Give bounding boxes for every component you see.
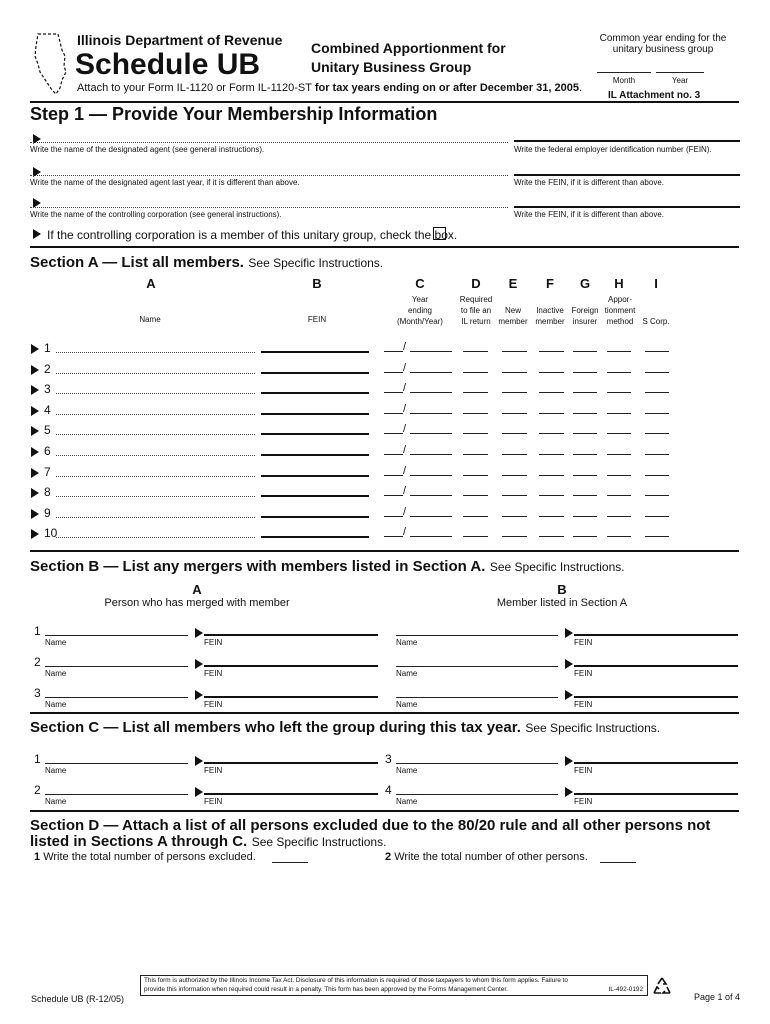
attach-period: . (578, 82, 582, 94)
col-h-letter: H (614, 276, 624, 291)
col-i-header: S Corp. (642, 317, 670, 326)
member-name-field[interactable] (56, 517, 255, 518)
member-row-number: 8 (44, 485, 51, 499)
member-year-month-field[interactable] (384, 372, 403, 373)
foreign-insurer-field[interactable] (573, 495, 597, 496)
col-d-letter: D (471, 276, 481, 291)
year-slash: / (403, 526, 407, 538)
s-corp-field[interactable] (645, 475, 669, 476)
member-year-month-field[interactable] (384, 433, 403, 434)
member-fein-field[interactable] (261, 475, 369, 477)
s-corp-field[interactable] (645, 454, 669, 455)
merger-row-number: 3 (34, 686, 41, 700)
form-id: Schedule UB (R-12/05) (31, 994, 125, 1004)
member-year-month-field[interactable] (384, 495, 403, 496)
new-member-field[interactable] (502, 475, 527, 476)
col-e-line: member (498, 317, 528, 326)
col-h-line: Appor- (607, 295, 632, 304)
fein-label: FEIN (204, 638, 223, 647)
arrow-marker-icon (31, 344, 39, 354)
member-year-month-field[interactable] (384, 454, 403, 455)
new-member-field[interactable] (502, 454, 527, 455)
arrow-marker-icon (195, 756, 203, 766)
agency-name: Illinois Department of Revenue (77, 32, 283, 48)
legal-notice-line1: This form is authorized by the Illinois Income Tax Act. Disclosure of this information is required of those taxpayers to whom this form applies. Failure to (144, 977, 568, 984)
departed-row-number: 4 (385, 783, 392, 797)
col-f-header (532, 305, 568, 327)
arrow-marker-icon (31, 529, 39, 539)
inactive-member-field[interactable] (539, 372, 564, 373)
col-b-header: FEIN (307, 315, 327, 324)
departed-member-name-field[interactable] (396, 763, 558, 764)
required-to-file-field[interactable] (463, 454, 488, 455)
member-year-year-field[interactable] (410, 351, 452, 352)
member-row-number: 4 (44, 403, 51, 417)
section-a-divider (30, 246, 739, 248)
section-b-col-b-letter: B (557, 582, 567, 597)
member-year-month-field[interactable] (384, 351, 403, 352)
fein-label: FEIN (574, 700, 593, 709)
merged-person-name-field[interactable] (45, 666, 188, 667)
member-name-field[interactable] (56, 414, 255, 415)
name-label: Name (45, 638, 67, 647)
member-name-field[interactable] (56, 434, 255, 435)
year-slash: / (403, 444, 407, 456)
member-fein-field[interactable] (574, 665, 738, 667)
arrow-marker-icon (565, 756, 573, 766)
new-member-field[interactable] (502, 495, 527, 496)
member-fein-field[interactable] (261, 433, 369, 435)
apportionment-method-field[interactable] (607, 516, 631, 517)
apportionment-method-field[interactable] (607, 536, 631, 537)
col-d-header (451, 294, 501, 327)
section-d-item2 (385, 851, 588, 863)
month-field[interactable] (597, 72, 651, 73)
foreign-insurer-field[interactable] (573, 351, 597, 352)
designated-agent-fein-label: Write the federal employer identification number (FEIN). (514, 145, 712, 154)
merged-person-fein-field[interactable] (204, 696, 378, 698)
arrow-marker-icon (565, 659, 573, 669)
member-name-field[interactable] (56, 373, 255, 374)
form-subtitle-line2: Unitary Business Group (311, 59, 472, 75)
member-row-number: 3 (44, 382, 51, 396)
attach-instruction (77, 82, 582, 94)
apportionment-method-field[interactable] (607, 495, 631, 496)
arrow-marker-icon (195, 787, 203, 797)
previous-agent-fein-label: Write the FEIN, if it is different than above. (514, 178, 664, 187)
inactive-member-field[interactable] (539, 351, 564, 352)
controlling-corp-checkbox-label: If the controlling corporation is a member of this unitary group, check the box. (47, 228, 458, 242)
required-to-file-field[interactable] (463, 536, 488, 537)
col-c-header (390, 294, 450, 327)
s-corp-field[interactable] (645, 536, 669, 537)
attach-suffix: for tax years ending on or after December 31, 2005 (314, 82, 579, 94)
apportionment-method-field[interactable] (607, 392, 631, 393)
year-end-line2: unitary business group (612, 44, 714, 55)
departed-member-fein-field[interactable] (204, 762, 378, 764)
member-year-month-field[interactable] (384, 392, 403, 393)
header-divider (30, 101, 739, 103)
member-year-year-field[interactable] (410, 372, 452, 373)
foreign-insurer-field[interactable] (573, 433, 597, 434)
apportionment-method-field[interactable] (607, 351, 631, 352)
inactive-member-field[interactable] (539, 475, 564, 476)
excluded-persons-count-field[interactable] (272, 862, 308, 863)
s-corp-field[interactable] (645, 516, 669, 517)
arrow-marker-icon (195, 659, 203, 669)
fein-label: FEIN (574, 638, 593, 647)
year-slash: / (403, 382, 407, 394)
illinois-state-outline-icon (32, 32, 70, 96)
name-label: Name (396, 700, 418, 709)
form-title: Schedule UB (75, 48, 261, 81)
name-label: Name (396, 797, 418, 806)
required-to-file-field[interactable] (463, 495, 488, 496)
col-f-letter: F (546, 276, 554, 291)
member-fein-field[interactable] (261, 495, 369, 497)
member-fein-field[interactable] (574, 634, 738, 636)
legal-notice-box (140, 975, 648, 996)
section-d-item1 (34, 851, 256, 863)
col-e-letter: E (508, 276, 518, 291)
member-year-year-field[interactable] (410, 495, 452, 496)
year-field[interactable] (656, 72, 704, 73)
member-row-number: 10 (44, 526, 58, 540)
year-end-label (578, 33, 748, 55)
merged-person-fein-field[interactable] (204, 634, 378, 636)
fein-label: FEIN (204, 797, 223, 806)
departed-member-name-field[interactable] (396, 794, 558, 795)
section-c-title: Section C — List all members who left the group during this tax year. (30, 719, 521, 736)
section-d-title-line2: listed in Sections A through C. (30, 833, 248, 850)
year-end-line1: Common year ending for the (599, 33, 727, 44)
new-member-field[interactable] (502, 413, 527, 414)
arrow-marker-icon (31, 488, 39, 498)
departed-member-name-field[interactable] (45, 763, 188, 764)
col-a-header: Name (139, 315, 161, 324)
recycle-icon (651, 976, 673, 996)
section-b-col-b-desc: Member listed in Section A (496, 597, 628, 609)
col-c-letter: C (415, 276, 425, 291)
col-d-line: Required (459, 295, 493, 304)
year-slash: / (403, 485, 407, 497)
controlling-corp-fein-field[interactable] (514, 206, 740, 208)
inactive-member-field[interactable] (539, 536, 564, 537)
member-fein-field[interactable] (261, 372, 369, 374)
inactive-member-field[interactable] (539, 454, 564, 455)
year-slash: / (403, 403, 407, 415)
arrow-marker-icon (195, 628, 203, 638)
required-to-file-field[interactable] (463, 475, 488, 476)
required-to-file-field[interactable] (463, 372, 488, 373)
name-label: Name (45, 700, 67, 709)
apportionment-method-field[interactable] (607, 372, 631, 373)
apportionment-method-field[interactable] (607, 413, 631, 414)
s-corp-field[interactable] (645, 351, 669, 352)
arrow-marker-icon (31, 468, 39, 478)
member-year-month-field[interactable] (384, 536, 403, 537)
member-year-year-field[interactable] (410, 392, 452, 393)
month-label: Month (612, 76, 636, 85)
arrow-marker-icon (565, 690, 573, 700)
name-label: Name (396, 638, 418, 647)
designated-agent-name-label: Write the name of the designated agent (see general instructions). (30, 145, 265, 154)
attach-prefix: Attach to your Form IL-1120 or Form IL-1120-ST (77, 82, 312, 94)
inactive-member-field[interactable] (539, 392, 564, 393)
fein-label: FEIN (574, 669, 593, 678)
page-number: Page 1 of 4 (694, 992, 741, 1002)
year-slash: / (403, 506, 407, 518)
member-year-month-field[interactable] (384, 413, 403, 414)
member-name-field[interactable] (56, 537, 255, 538)
member-name-field[interactable] (56, 352, 255, 353)
member-year-year-field[interactable] (410, 536, 452, 537)
apportionment-method-field[interactable] (607, 454, 631, 455)
new-member-field[interactable] (502, 372, 527, 373)
member-row-number: 7 (44, 465, 51, 479)
fein-label: FEIN (574, 797, 593, 806)
col-e-header (495, 305, 531, 327)
other-persons-count-field[interactable] (600, 862, 636, 863)
section-d-see: See Specific Instructions. (251, 835, 387, 849)
arrow-marker-icon (31, 426, 39, 436)
previous-agent-name-field[interactable] (30, 175, 508, 176)
col-d-line: to file an (460, 306, 492, 315)
new-member-field[interactable] (502, 392, 527, 393)
merged-person-fein-field[interactable] (204, 665, 378, 667)
col-h-header (600, 294, 640, 327)
arrow-marker-icon (31, 406, 39, 416)
col-c-line: ending (407, 306, 433, 315)
col-h-line: tionment (604, 306, 636, 315)
member-year-year-field[interactable] (410, 413, 452, 414)
foreign-insurer-field[interactable] (573, 413, 597, 414)
merged-person-name-field[interactable] (45, 635, 188, 636)
col-g-header (567, 305, 603, 327)
departed-member-name-field[interactable] (45, 794, 188, 795)
departed-row-number: 3 (385, 752, 392, 766)
apportionment-method-field[interactable] (607, 475, 631, 476)
member-year-year-field[interactable] (410, 475, 452, 476)
section-a-see: See Specific Instructions. (248, 256, 384, 270)
col-g-line: insurer (572, 317, 598, 326)
member-year-month-field[interactable] (384, 516, 403, 517)
col-a-letter: A (146, 276, 156, 291)
member-row-number: 9 (44, 506, 51, 520)
fein-label: FEIN (204, 669, 223, 678)
legal-notice-line2-row (144, 986, 644, 995)
col-b-letter: B (312, 276, 322, 291)
merged-person-name-field[interactable] (45, 697, 188, 698)
designated-agent-fein-field[interactable] (514, 140, 740, 142)
designated-agent-name-field[interactable] (30, 142, 508, 143)
fein-label: FEIN (204, 700, 223, 709)
year-slash: / (403, 362, 407, 374)
foreign-insurer-field[interactable] (573, 454, 597, 455)
member-name-field[interactable] (56, 496, 255, 497)
member-fein-field[interactable] (261, 392, 369, 394)
section-d-item1-number: 1 (34, 851, 41, 863)
required-to-file-field[interactable] (463, 413, 488, 414)
section-c-divider (30, 712, 739, 714)
s-corp-field[interactable] (645, 433, 669, 434)
departed-row-number: 1 (34, 752, 41, 766)
member-fein-field[interactable] (261, 413, 369, 415)
member-row-number: 1 (44, 341, 51, 355)
foreign-insurer-field[interactable] (573, 372, 597, 373)
col-e-line: New (504, 306, 521, 315)
section-d-title-line1: Section D — Attach a list of all persons excluded due to the 80/20 rule and all other persons not (30, 817, 711, 834)
attachment-number: IL Attachment no. 3 (608, 90, 701, 101)
new-member-field[interactable] (502, 351, 527, 352)
member-name-field[interactable] (56, 476, 255, 477)
inactive-member-field[interactable] (539, 495, 564, 496)
s-corp-field[interactable] (645, 392, 669, 393)
section-d-item1-label: Write the total number of persons excluded. (43, 851, 256, 863)
col-g-letter: G (579, 276, 591, 291)
departed-row-number: 2 (34, 783, 41, 797)
foreign-insurer-field[interactable] (573, 516, 597, 517)
controlling-corp-checkbox[interactable] (433, 227, 446, 240)
new-member-field[interactable] (502, 433, 527, 434)
departed-member-fein-field[interactable] (574, 793, 738, 795)
departed-member-fein-field[interactable] (574, 762, 738, 764)
name-label: Name (396, 669, 418, 678)
member-name-field[interactable] (56, 393, 255, 394)
member-fein-field[interactable] (574, 696, 738, 698)
member-name-field[interactable] (396, 666, 558, 667)
section-d-divider (30, 810, 739, 812)
year-slash: / (403, 465, 407, 477)
section-c-heading (30, 719, 660, 737)
col-i-letter: I (654, 276, 658, 291)
section-b-heading (30, 558, 625, 576)
new-member-field[interactable] (502, 536, 527, 537)
fein-label: FEIN (204, 766, 223, 775)
foreign-insurer-field[interactable] (573, 392, 597, 393)
member-fein-field[interactable] (261, 454, 369, 456)
inactive-member-field[interactable] (539, 516, 564, 517)
arrow-marker-icon (565, 787, 573, 797)
name-label: Name (45, 669, 67, 678)
departed-member-fein-field[interactable] (204, 793, 378, 795)
member-year-year-field[interactable] (410, 454, 452, 455)
member-fein-field[interactable] (261, 351, 369, 353)
required-to-file-field[interactable] (463, 351, 488, 352)
s-corp-field[interactable] (645, 372, 669, 373)
required-to-file-field[interactable] (463, 392, 488, 393)
arrow-marker-icon (31, 447, 39, 457)
arrow-marker-icon (31, 365, 39, 375)
col-c-line: Year (411, 295, 429, 304)
col-g-line: Foreign (571, 306, 599, 315)
s-corp-field[interactable] (645, 413, 669, 414)
required-to-file-field[interactable] (463, 433, 488, 434)
name-label: Name (45, 797, 67, 806)
name-label: Name (396, 766, 418, 775)
member-name-field[interactable] (396, 697, 558, 698)
section-b-col-a-desc: Person who has merged with member (104, 597, 290, 609)
required-to-file-field[interactable] (463, 516, 488, 517)
col-h-line: method (606, 317, 634, 326)
arrow-marker-icon (195, 690, 203, 700)
section-d-item2-label: Write the total number of other persons. (394, 851, 588, 863)
controlling-corp-name-field[interactable] (30, 207, 508, 208)
controlling-corp-fein-label: Write the FEIN, if it is different than above. (514, 210, 664, 219)
arrow-marker-icon (33, 229, 41, 239)
year-slash: / (403, 423, 407, 435)
s-corp-field[interactable] (645, 495, 669, 496)
apportionment-method-field[interactable] (607, 433, 631, 434)
section-d-heading-line2 (30, 833, 386, 851)
section-a-heading (30, 254, 383, 272)
member-year-month-field[interactable] (384, 475, 403, 476)
col-f-line: Inactive (536, 306, 564, 315)
form-subtitle-line1: Combined Apportionment for (311, 40, 506, 56)
arrow-marker-icon (31, 509, 39, 519)
fein-label: FEIN (574, 766, 593, 775)
section-d-item2-number: 2 (385, 851, 392, 863)
member-fein-field[interactable] (261, 516, 369, 518)
previous-agent-name-label: Write the name of the designated agent last year, if it is different than above. (30, 178, 300, 187)
member-row-number: 6 (44, 444, 51, 458)
step1-title: Step 1 — Provide Your Membership Information (30, 104, 438, 124)
col-f-line: member (535, 317, 565, 326)
member-row-number: 5 (44, 423, 51, 437)
previous-agent-fein-field[interactable] (514, 174, 740, 176)
member-fein-field[interactable] (261, 536, 369, 538)
year-label: Year (671, 76, 689, 85)
foreign-insurer-field[interactable] (573, 536, 597, 537)
member-name-field[interactable] (396, 635, 558, 636)
section-b-see: See Specific Instructions. (489, 560, 625, 574)
member-name-field[interactable] (56, 455, 255, 456)
inactive-member-field[interactable] (539, 433, 564, 434)
section-a-title: Section A — List all members. (30, 254, 244, 271)
foreign-insurer-field[interactable] (573, 475, 597, 476)
controlling-corp-name-label: Write the name of the controlling corporation (see general instructions). (30, 210, 282, 219)
section-b-title: Section B — List any mergers with members listed in Section A. (30, 558, 486, 575)
new-member-field[interactable] (502, 516, 527, 517)
form-code: IL-492-0192 (608, 985, 643, 993)
section-b-divider (30, 550, 739, 552)
inactive-member-field[interactable] (539, 413, 564, 414)
arrow-marker-icon (565, 628, 573, 638)
member-year-year-field[interactable] (410, 516, 452, 517)
col-d-line: IL return (461, 317, 491, 326)
section-c-see: See Specific Instructions. (525, 721, 661, 735)
merger-row-number: 1 (34, 624, 41, 638)
member-row-number: 2 (44, 362, 51, 376)
year-slash: / (403, 341, 407, 353)
col-c-line: (Month/Year) (397, 317, 443, 326)
arrow-marker-icon (31, 385, 39, 395)
member-year-year-field[interactable] (410, 433, 452, 434)
merger-row-number: 2 (34, 655, 41, 669)
legal-notice-line2: provide this information when required could result in a penalty. This form has been approved by the Forms Management Center. (144, 985, 508, 993)
section-b-col-a-letter: A (192, 582, 202, 597)
name-label: Name (45, 766, 67, 775)
